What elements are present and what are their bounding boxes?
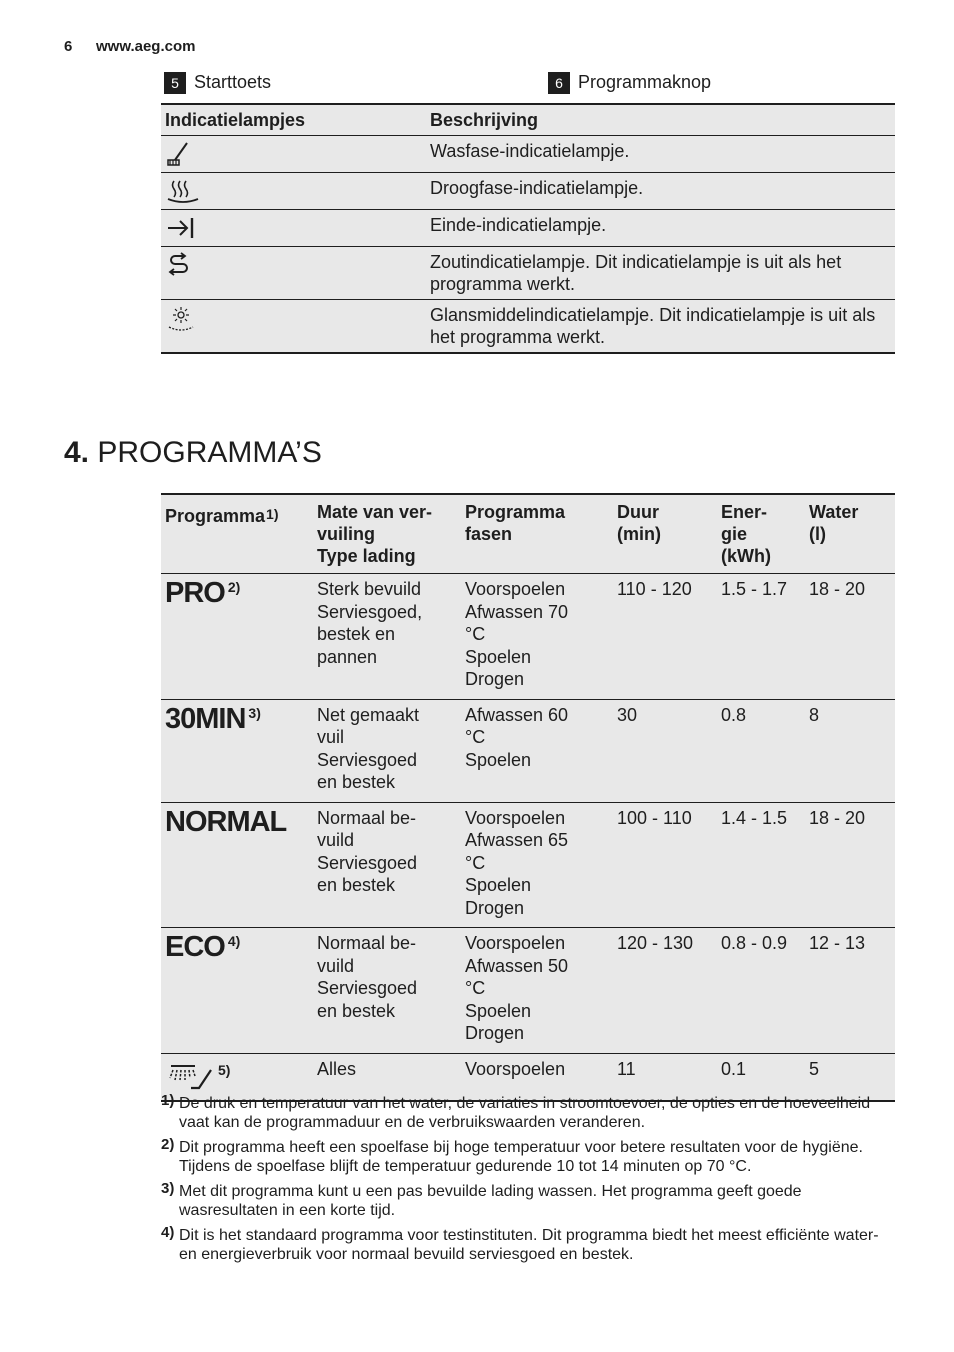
table-row xyxy=(161,173,895,210)
wash-phase-icon xyxy=(165,140,191,168)
phases-cell: Voorspoelen xyxy=(461,1053,613,1101)
water-cell: 12 - 13 xyxy=(805,928,895,1054)
footnote-number: 2) xyxy=(161,1136,175,1153)
indicator-description: Glansmiddelindicatielampje. Dit indicatielampje is uit als het programma werkt. xyxy=(426,300,895,354)
page-number: 6 xyxy=(64,38,73,55)
phases-cell: Afwassen 60 °C Spoelen xyxy=(461,699,613,802)
table-row xyxy=(161,802,895,928)
soil-cell: Normaal be- vuild Serviesgoed en bestek xyxy=(313,928,461,1054)
table-header-row xyxy=(161,494,895,574)
site-url: www.aeg.com xyxy=(96,38,196,55)
energy-cell: 0.1 xyxy=(717,1053,805,1101)
footnotes xyxy=(161,1094,891,1270)
column-header-duration: Duur (min) xyxy=(613,494,717,574)
footnote-ref: 2) xyxy=(227,579,241,595)
water-cell: 18 - 20 xyxy=(805,574,895,700)
soil-cell: Normaal be- vuild Serviesgoed en bestek xyxy=(313,802,461,928)
footnote-text: Dit programma heeft een spoelfase bij hoge temperatuur voor betere resultaten voor de hygiëne. Tijdens de spoelfase blijft de temperatuur gedurende 10 tot 14 minuten op 70 °C. xyxy=(179,1139,863,1175)
footnote xyxy=(161,1138,891,1176)
section-title: PROGRAMMA’S xyxy=(97,436,322,469)
rinse-aid-icon xyxy=(165,304,197,334)
energy-cell: 0.8 xyxy=(717,699,805,802)
footnote xyxy=(161,1182,891,1220)
footnote-text: Met dit programma kunt u een pas bevuilde lading wassen. Het programma geeft goede wasresultaten in een korte tijd. xyxy=(179,1183,802,1219)
table-row xyxy=(161,928,895,1054)
table-header-row xyxy=(161,104,895,136)
column-header: Indicatielampjes xyxy=(161,104,426,136)
duration-cell: 100 - 110 xyxy=(613,802,717,928)
program-name: PRO xyxy=(165,577,225,609)
duration-cell: 110 - 120 xyxy=(613,574,717,700)
indicator-description: Zoutindicatielampje. Dit indicatielampje is uit als het programma werkt. xyxy=(426,247,895,300)
indicator-description: Einde-indicatielampje. xyxy=(426,210,895,247)
table-row xyxy=(161,136,895,173)
footnote-number: 1) xyxy=(161,1092,175,1109)
program-name-cell xyxy=(161,574,313,700)
footnote-ref: 5) xyxy=(218,1061,231,1078)
legend-label: Programmaknop xyxy=(578,72,712,92)
duration-cell: 120 - 130 xyxy=(613,928,717,1054)
footnote-text: De druk en temperatuur van het water, de variaties in stroomtoevoer, de opties en de hoeveelheid vaat kan de programmaduur en de verbruikswaarden veranderen. xyxy=(179,1095,871,1131)
legend-number: 6 xyxy=(548,72,570,94)
table-row xyxy=(161,247,895,300)
dry-phase-icon xyxy=(165,177,201,205)
soil-cell: Net gemaakt vuil Serviesgoed en bestek xyxy=(313,699,461,802)
indicator-description: Droogfase-indicatielampje. xyxy=(426,173,895,210)
legend-number: 5 xyxy=(164,72,186,94)
program-name-cell xyxy=(161,802,313,928)
column-header: Beschrijving xyxy=(426,104,895,136)
duration-cell: 30 xyxy=(613,699,717,802)
footnote xyxy=(161,1094,891,1132)
column-header-water: Water (l) xyxy=(805,494,895,574)
water-cell: 5 xyxy=(805,1053,895,1101)
program-name-cell xyxy=(161,928,313,1054)
programs-table xyxy=(161,493,895,1102)
water-cell: 18 - 20 xyxy=(805,802,895,928)
footnote-number: 4) xyxy=(161,1224,175,1241)
water-cell: 8 xyxy=(805,699,895,802)
program-name: ECO xyxy=(165,931,225,963)
column-header-phases: Programma fasen xyxy=(461,494,613,574)
program-name: 30MIN xyxy=(165,702,246,735)
legend-item-start xyxy=(164,72,271,94)
duration-cell: 11 xyxy=(613,1053,717,1101)
soil-cell: Sterk bevuild Serviesgoed, bestek en pannen xyxy=(313,574,461,700)
section-heading xyxy=(64,436,322,470)
footnote-ref: 3) xyxy=(248,704,261,721)
soil-cell: Alles xyxy=(313,1053,461,1101)
legend-item-program xyxy=(548,72,711,94)
footnote-ref: 4) xyxy=(227,933,241,949)
legend-label: Starttoets xyxy=(194,72,272,92)
footnote-number: 3) xyxy=(161,1180,175,1197)
section-number: 4. xyxy=(64,436,90,469)
prewash-icon xyxy=(165,1058,215,1092)
phases-cell: Voorspoelen Afwassen 65 °C Spoelen Drogen xyxy=(461,802,613,928)
salt-icon xyxy=(165,251,193,279)
table-row xyxy=(161,574,895,700)
energy-cell: 1.5 - 1.7 xyxy=(717,574,805,700)
column-header-programma: Programma$^{1)}$ xyxy=(161,494,313,574)
energy-cell: 1.4 - 1.5 xyxy=(717,802,805,928)
phases-cell: Voorspoelen Afwassen 50 °C Spoelen Drogen xyxy=(461,928,613,1054)
program-name: NORMAL xyxy=(165,805,287,838)
program-name-cell xyxy=(161,699,313,802)
footnote xyxy=(161,1226,891,1264)
phases-cell: Voorspoelen Afwassen 70 °C Spoelen Drogen xyxy=(461,574,613,700)
indicator-table xyxy=(161,103,895,354)
energy-cell: 0.8 - 0.9 xyxy=(717,928,805,1054)
end-icon xyxy=(165,214,197,242)
table-row xyxy=(161,699,895,802)
footnote-text: Dit is het standaard programma voor testinstituten. Dit programma biedt het meest efficiënte water- en energieverbruik voor normaal bevuild serviesgoed en bestek. xyxy=(179,1227,879,1263)
table-row xyxy=(161,300,895,354)
column-header-soil: Mate van ver- vuiling Type lading xyxy=(313,494,461,574)
table-row xyxy=(161,210,895,247)
column-header-energy: Ener- gie (kWh) xyxy=(717,494,805,574)
indicator-description: Wasfase-indicatielampje. xyxy=(426,136,895,173)
